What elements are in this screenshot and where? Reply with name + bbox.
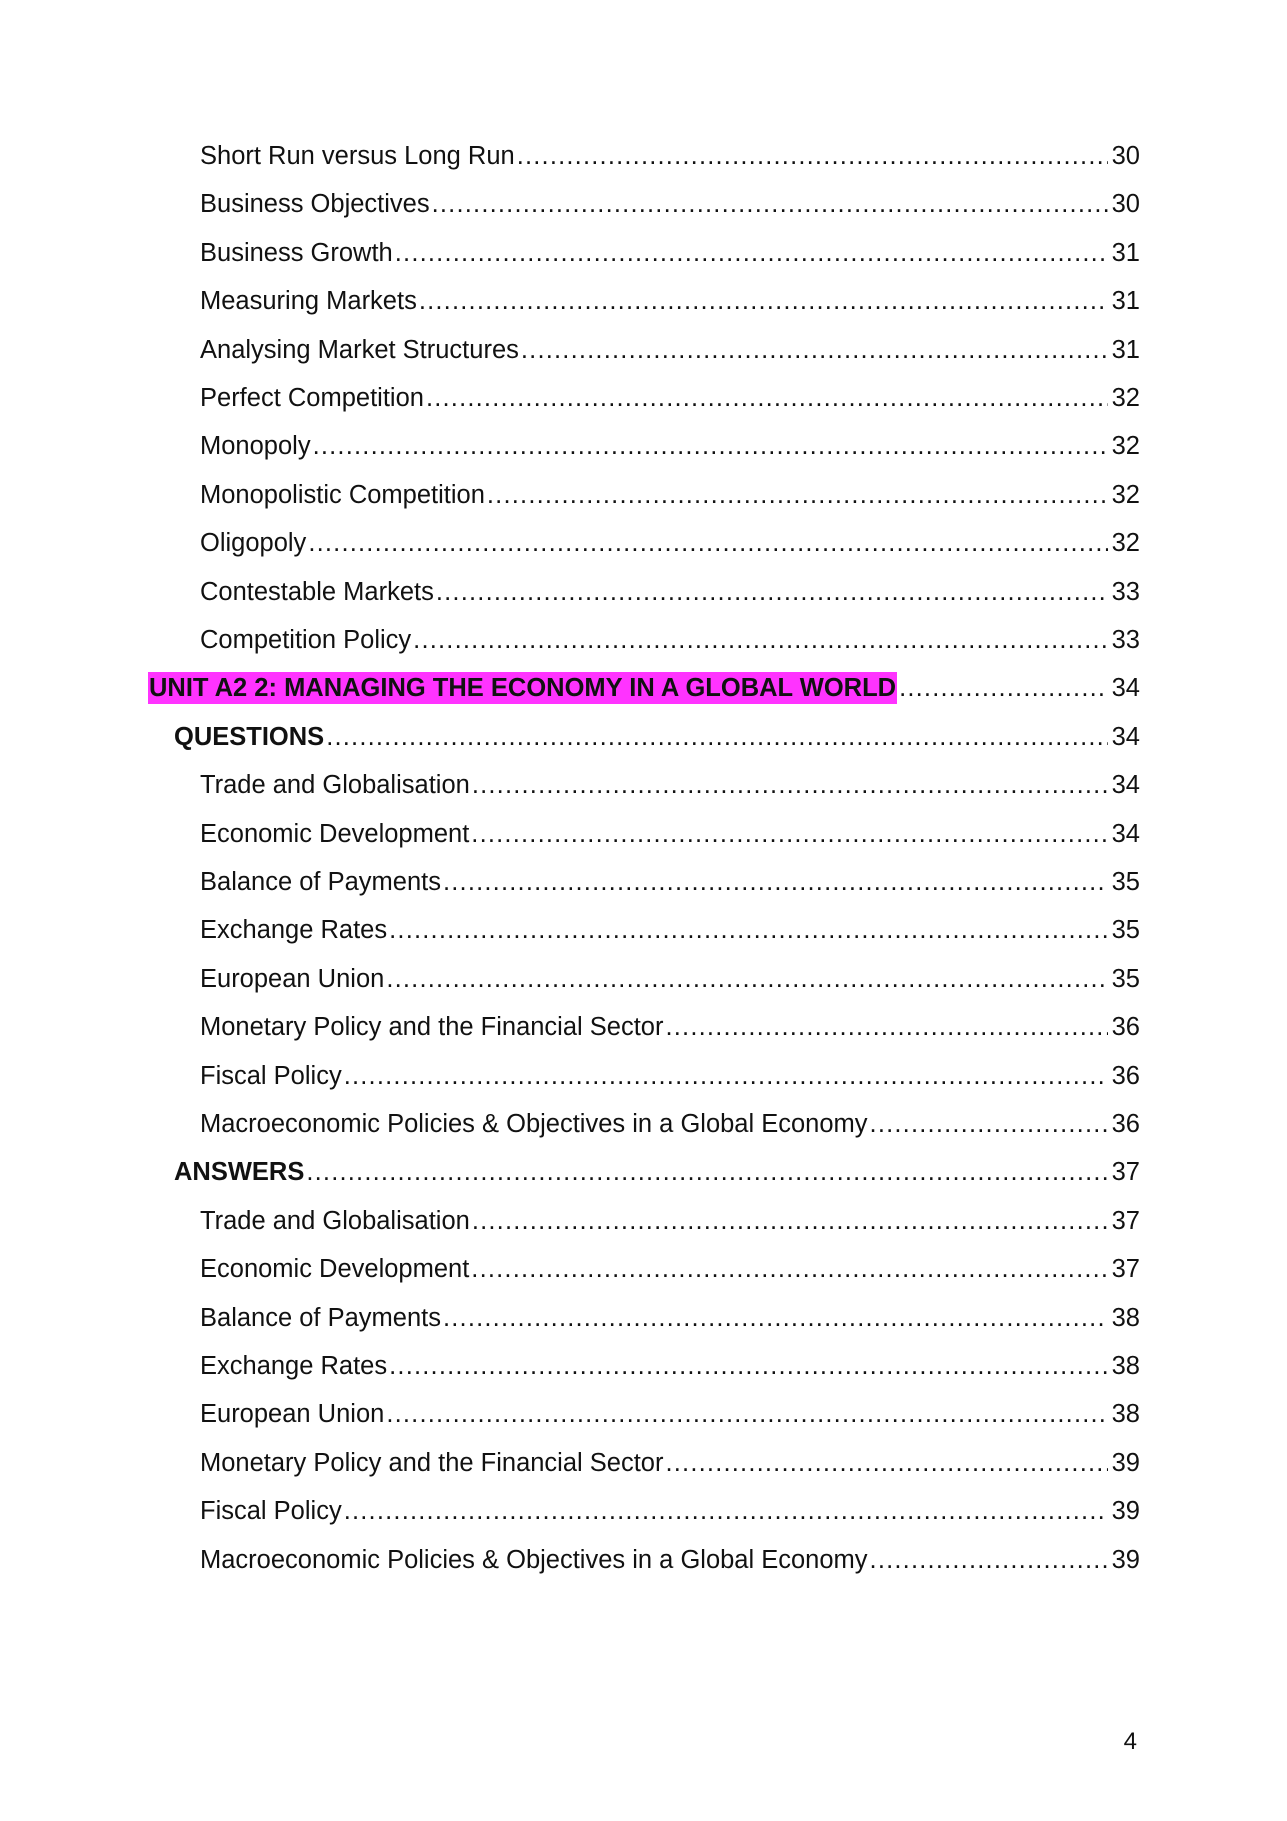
dot-leader — [386, 1398, 1107, 1430]
toc-entry-title: Analysing Market Structures — [200, 335, 519, 364]
dot-leader — [471, 818, 1107, 850]
toc-entry-page: 37 — [1111, 1158, 1140, 1187]
toc-entry-page: 38 — [1111, 1352, 1140, 1380]
dot-leader — [413, 624, 1107, 656]
dot-leader — [665, 1447, 1107, 1479]
toc-entry-title: Trade and Globalisation — [200, 1206, 470, 1235]
dot-leader — [471, 1253, 1107, 1285]
toc-entry[interactable] — [200, 479, 1140, 511]
toc-entry-page: 37 — [1111, 1206, 1140, 1235]
toc-entry[interactable] — [200, 624, 1140, 656]
toc-entry-title: Balance of Payments — [200, 1303, 441, 1332]
dot-leader — [517, 140, 1108, 172]
toc-entry[interactable] — [200, 818, 1140, 850]
toc-entry[interactable] — [200, 1544, 1140, 1576]
dot-leader — [432, 188, 1108, 220]
dot-leader — [386, 963, 1107, 995]
toc-entry-title: Business Objectives — [200, 190, 430, 219]
toc-entry-page: 37 — [1111, 1255, 1140, 1284]
dot-leader — [521, 334, 1108, 366]
dot-leader — [419, 285, 1108, 317]
toc-entry-title: European Union — [200, 964, 385, 993]
toc-entry-title: Monopolistic Competition — [200, 480, 485, 509]
toc-entry-title: Economic Development — [200, 1255, 470, 1284]
toc-entry[interactable] — [200, 430, 1140, 462]
toc-entry-page: 36 — [1111, 1110, 1140, 1138]
toc-entry-title: Competition Policy — [200, 626, 412, 654]
toc-entry-title: Economic Development — [200, 819, 470, 848]
toc-entry[interactable] — [200, 334, 1140, 366]
toc-entry-page: 32 — [1111, 529, 1140, 558]
toc-entry-page: 34 — [1111, 819, 1140, 848]
toc-entry-title: Exchange Rates — [200, 1352, 388, 1380]
dot-leader — [665, 1011, 1107, 1043]
toc-entry-page: 39 — [1111, 1448, 1140, 1477]
toc-entry[interactable] — [200, 1447, 1140, 1479]
toc-entry-title: Measuring Markets — [200, 287, 417, 316]
toc-entry[interactable] — [200, 963, 1140, 995]
dot-leader — [344, 1495, 1108, 1527]
toc-entry-title: Monopoly — [200, 432, 311, 461]
toc-entry[interactable] — [200, 285, 1140, 317]
toc-entry[interactable] — [200, 1108, 1140, 1140]
toc-entry-title: UNIT A2 2: MANAGING THE ECONOMY IN A GLOBAL WORLD — [149, 674, 897, 703]
dot-leader — [313, 430, 1108, 462]
toc-entry[interactable] — [200, 1253, 1140, 1285]
toc-entry-page: 35 — [1111, 916, 1140, 945]
dot-leader — [426, 382, 1108, 414]
dot-leader — [326, 721, 1107, 753]
toc-entry-title: European Union — [200, 1400, 385, 1429]
toc-entry[interactable] — [200, 1011, 1140, 1043]
dot-leader — [389, 914, 1108, 946]
toc-entry-page: 38 — [1111, 1400, 1140, 1429]
dot-leader — [443, 866, 1108, 898]
toc-section-heading[interactable] — [174, 721, 1140, 753]
toc-entry-page: 31 — [1111, 335, 1140, 364]
dot-leader — [870, 1108, 1108, 1140]
toc-entry-page: 36 — [1111, 1061, 1140, 1090]
toc-entry-title: Business Growth — [200, 238, 393, 267]
toc-entry-page: 31 — [1111, 238, 1140, 267]
toc-entry-page: 30 — [1111, 190, 1140, 219]
dot-leader — [436, 576, 1108, 608]
toc-entry-title: Balance of Payments — [200, 868, 441, 896]
toc-entry[interactable] — [200, 1350, 1140, 1382]
toc-entry-page: 32 — [1111, 480, 1140, 509]
toc-entry-page: 38 — [1111, 1303, 1140, 1332]
dot-leader — [308, 527, 1107, 559]
toc-entry-page: 34 — [1111, 771, 1140, 800]
toc-entry-title: Macroeconomic Policies & Objectives in a Global Economy — [200, 1110, 868, 1138]
toc-entry-page: 33 — [1111, 577, 1140, 606]
toc-entry-page: 34 — [1111, 674, 1140, 703]
dot-leader — [389, 1350, 1108, 1382]
toc-entry-page: 32 — [1111, 432, 1140, 461]
toc-entry-title: QUESTIONS — [174, 722, 325, 751]
toc-entry[interactable] — [200, 188, 1140, 220]
toc-entry-page: 39 — [1111, 1497, 1140, 1526]
dot-leader — [487, 479, 1108, 511]
toc-entry-page: 35 — [1111, 868, 1140, 896]
toc-entry-title: Monetary Policy and the Financial Sector — [200, 1013, 664, 1042]
dot-leader — [870, 1544, 1108, 1576]
dot-leader — [472, 769, 1108, 801]
toc-entry[interactable] — [200, 527, 1140, 559]
toc-entry-title: Monetary Policy and the Financial Sector — [200, 1448, 664, 1477]
toc-entry-title: Oligopoly — [200, 529, 307, 558]
toc-entry[interactable] — [200, 1495, 1140, 1527]
dot-leader — [395, 237, 1108, 269]
toc-entry-page: 35 — [1111, 964, 1140, 993]
dot-leader — [899, 672, 1108, 704]
toc-entry[interactable] — [200, 914, 1140, 946]
toc-entry[interactable] — [200, 866, 1140, 898]
toc-section-heading[interactable] — [174, 1156, 1140, 1188]
toc-entry[interactable] — [200, 1302, 1140, 1334]
toc-entry-title: Perfect Competition — [200, 384, 424, 412]
toc-entry-page: 33 — [1111, 626, 1140, 654]
page-number: 4 — [1123, 1728, 1137, 1755]
toc-entry[interactable] — [200, 140, 1140, 172]
toc-entry[interactable] — [200, 382, 1140, 414]
toc-entry-title: Trade and Globalisation — [200, 771, 470, 800]
toc-entry-page: 30 — [1111, 142, 1140, 170]
toc-entry-page: 34 — [1111, 722, 1140, 751]
toc-entry-page: 39 — [1111, 1545, 1140, 1574]
toc-entry[interactable] — [200, 1060, 1140, 1092]
toc-entry-title: Fiscal Policy — [200, 1061, 342, 1090]
toc-entry-page: 32 — [1111, 384, 1140, 412]
dot-leader — [443, 1302, 1108, 1334]
toc-entry-title: Macroeconomic Policies & Objectives in a Global Economy — [200, 1545, 868, 1574]
dot-leader — [306, 1156, 1107, 1188]
toc-entry[interactable] — [200, 1205, 1140, 1237]
toc-entry-title: ANSWERS — [174, 1158, 305, 1187]
toc-entry[interactable] — [200, 576, 1140, 608]
toc-entry-title: Fiscal Policy — [200, 1497, 342, 1526]
toc-entry-page: 36 — [1111, 1013, 1140, 1042]
toc-entry[interactable] — [200, 769, 1140, 801]
toc-entry-title: Exchange Rates — [200, 916, 388, 945]
toc-entry-title: Contestable Markets — [200, 577, 434, 606]
dot-leader — [472, 1205, 1108, 1237]
toc-entry-page: 31 — [1111, 287, 1140, 316]
toc-entry[interactable] — [200, 1398, 1140, 1430]
toc-entry-title: Short Run versus Long Run — [200, 142, 515, 170]
dot-leader — [344, 1060, 1108, 1092]
toc-unit-heading[interactable] — [148, 672, 1140, 704]
toc-entry[interactable] — [200, 237, 1140, 269]
